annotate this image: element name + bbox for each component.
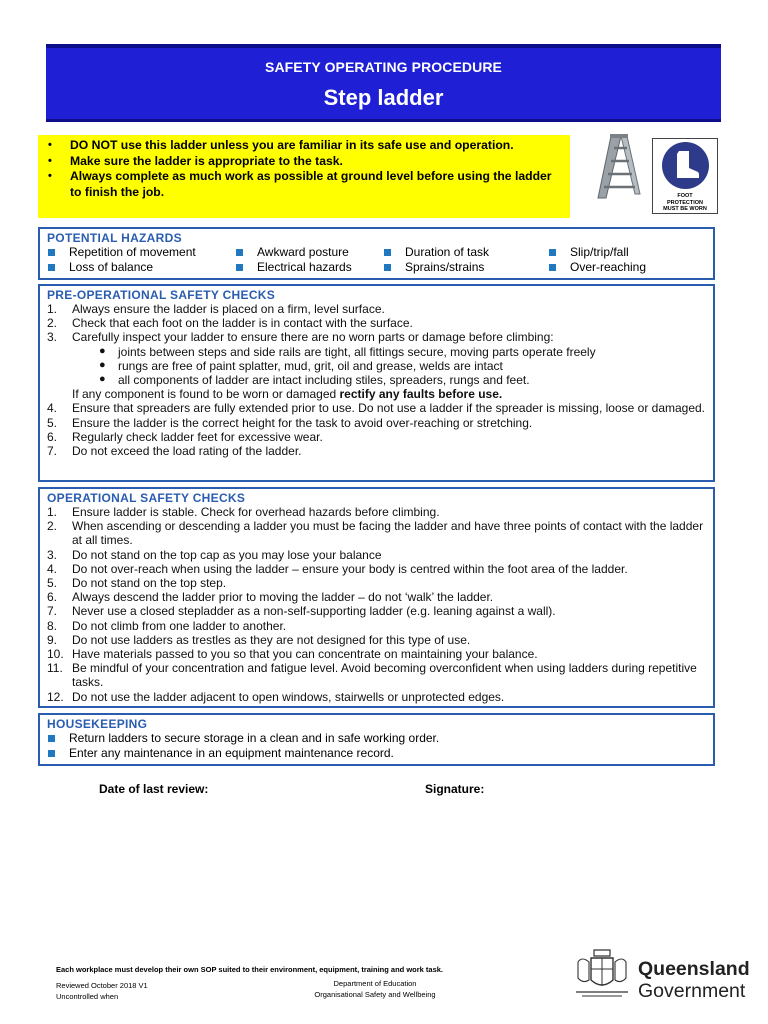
list-item: 4. Ensure that spreaders are fully extended prior to use. Do not use a ladder if the spreader is missing, loose or damaged. — [47, 401, 706, 416]
list-item: 2. Check that each foot on the ladder is in contact with the surface. — [47, 316, 413, 331]
step-ladder-icon — [594, 134, 644, 200]
sign-caption: FOOT PROTECTION MUST BE WORN — [663, 193, 707, 212]
section-title: POTENTIAL HAZARDS — [47, 231, 182, 245]
list-item: 10. Have materials passed to you so that you can concentrate on maintaining your balance. — [47, 647, 538, 662]
list-item: 2. When ascending or descending a ladder you must be facing the ladder and have three points of contact with the ladder at all times. — [47, 519, 704, 548]
document-type: SAFETY OPERATING PROCEDURE — [265, 59, 502, 75]
government-logo-text: Queensland Government — [638, 958, 750, 1002]
hazard-item: Repetition of movement — [47, 245, 235, 260]
boot-icon — [662, 142, 709, 189]
queensland-crest-icon — [572, 946, 632, 1002]
warning-box — [38, 135, 570, 218]
sub-list-item: ● joints between steps and side rails are tight, all fittings secure, moving parts operate freely — [99, 344, 596, 359]
warning-item: • Make sure the ladder is appropriate to the task. — [48, 154, 564, 170]
disclaimer: Each workplace must develop their own SOP suited to their environment, equipment, training and work task. — [56, 965, 444, 974]
hazard-item: Loss of balance — [47, 260, 235, 275]
section-title: PRE-OPERATIONAL SAFETY CHECKS — [47, 288, 276, 302]
list-item: 3. Carefully inspect your ladder to ensure there are no worn parts or damage before climbing: — [47, 330, 554, 345]
section-title: HOUSEKEEPING — [47, 717, 148, 731]
hazard-item: Slip/trip/fall — [548, 245, 708, 260]
hazard-item: Sprains/strains — [383, 260, 548, 275]
title-banner — [46, 44, 721, 122]
uncontrolled-note: Uncontrolled when — [56, 992, 119, 1001]
list-item: 6. Always descend the ladder prior to moving the ladder – do not ‘walk’ the ladder. — [47, 590, 494, 605]
department-name: Department of Education — [333, 979, 417, 988]
review-version: Reviewed October 2018 V1 — [56, 981, 148, 990]
unit-name: Organisational Safety and Wellbeing — [314, 990, 436, 999]
list-item: 1. Ensure ladder is stable. Check for overhead hazards before climbing. — [47, 505, 440, 519]
hazard-item: Awkward posture — [235, 245, 383, 260]
list-item: 6. Regularly check ladder feet for excessive wear. — [47, 429, 323, 444]
operational-section — [38, 487, 715, 708]
hazard-item: Duration of task — [383, 245, 548, 260]
signature-label: Signature: — [425, 782, 485, 796]
hazard-item: Electrical hazards — [235, 260, 383, 275]
foot-protection-sign — [652, 138, 718, 214]
list-item: 4. Do not over-reach when using the ladder – ensure your body is centred within the foot area of the ladder. — [47, 561, 628, 576]
page-title: Step ladder — [323, 85, 444, 110]
list-item: 7. Never use a closed stepladder as a non-self-supporting ladder (e.g. leaning against a wall). — [47, 604, 556, 619]
potential-hazards-section — [38, 227, 715, 280]
sub-list-item: ● rungs are free of paint splatter, mud, grit, oil and grease, welds are intact — [99, 358, 503, 373]
pre-operational-section — [38, 284, 715, 482]
list-item: 11. Be mindful of your concentration and fatigue level. Avoid becoming overconfident when using ladders during repetitive tasks. — [47, 661, 697, 690]
list-item: 9. Do not use ladders as trestles as they are not designed for this type of use. — [47, 632, 471, 647]
list-item: Enter any maintenance in an equipment maintenance record. — [47, 746, 706, 761]
warning-item: • Always complete as much work as possible at ground level before using the ladder to finish the job. — [48, 169, 564, 200]
hazard-item: Over-reaching — [548, 260, 708, 275]
sub-list-item: ● all components of ladder are intact including stiles, spreaders, rungs and feet. — [99, 373, 530, 388]
list-item: 7. Do not exceed the load rating of the ladder. — [47, 444, 302, 459]
list-item: 5. Do not stand on the top step. — [47, 576, 227, 591]
fault-note: If any component is found to be worn or damaged rectify any faults before use. — [72, 387, 503, 402]
warning-item: • DO NOT use this ladder unless you are familiar in its safe use and operation. — [48, 138, 564, 154]
list-item: 5. Ensure the ladder is the correct height for the task to avoid over-reaching or stretching. — [47, 415, 533, 430]
list-item: 1. Always ensure the ladder is placed on a firm, level surface. — [47, 302, 385, 316]
review-date-label: Date of last review: — [99, 782, 209, 796]
housekeeping-section — [38, 713, 715, 766]
list-item: 8. Do not climb from one ladder to another. — [47, 618, 287, 633]
section-title: OPERATIONAL SAFETY CHECKS — [47, 491, 246, 505]
list-item: 3. Do not stand on the top cap as you may lose your balance — [47, 547, 382, 562]
list-item: Return ladders to secure storage in a clean and in safe working order. — [47, 731, 706, 746]
list-item: 12. Do not use the ladder adjacent to open windows, stairwells or unprotected edges. — [47, 689, 505, 704]
